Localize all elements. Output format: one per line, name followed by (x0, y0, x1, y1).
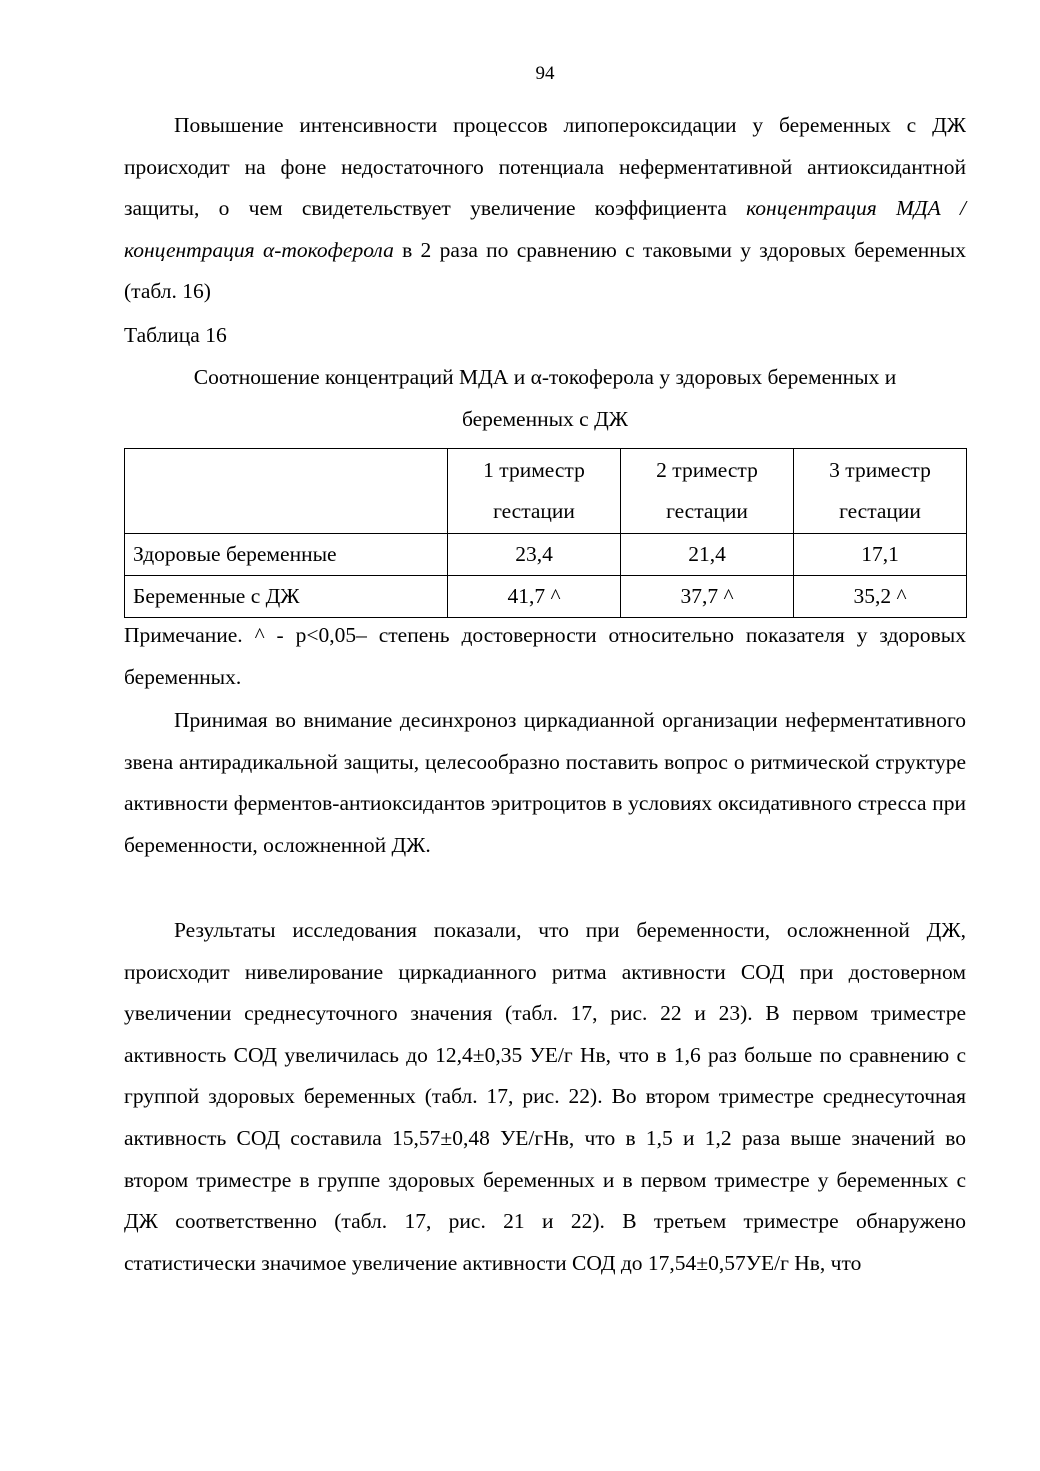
paragraph-1-text-start: Повышение интенсивности процессов липопероксидации у беременных с ДЖ происходит на фоне недостаточного потенциала неферментативной антиоксидантной защиты, о чем свидетельствует увеличение коэффициента (124, 113, 966, 221)
table-row (125, 534, 967, 576)
table-cell: 41,7 ^ (448, 576, 621, 618)
header-line-1: 1 триместр (483, 458, 585, 482)
row-label: Здоровые беременные (125, 534, 448, 576)
data-table (124, 448, 967, 618)
table-header-cell (794, 449, 967, 534)
paragraph-1-text-end: в 2 раза по сравнению с таковыми у здоровых беременных (табл. 16) (124, 237, 966, 304)
row-label: Беременные с ДЖ (125, 576, 448, 618)
table-label: Таблица 16 (124, 323, 227, 347)
table-note-block (124, 615, 966, 698)
table-label-block (124, 315, 966, 357)
paragraph-2 (124, 700, 966, 866)
table-title: Соотношение концентраций МДА и α-токоферола у здоровых беременных и беременных с ДЖ (193, 365, 897, 431)
table-note: Примечание. ^ - p<0,05– степень достоверности относительно показателя у здоровых беременных. (124, 623, 966, 689)
header-line-1: 2 триместр (656, 458, 758, 482)
paragraph-2-text: Принимая во внимание десинхроноз циркадианной организации неферментативного звена антирадикальной защиты, целесообразно поставить вопрос о ритмической структуре активности ферментов-антиоксидантов эритроцитов в условиях оксидативного стресса при беременности, осложненной ДЖ. (124, 708, 966, 857)
data-table-block (124, 448, 966, 618)
header-line-2: гестации (666, 499, 748, 523)
table-cell: 17,1 (794, 534, 967, 576)
paragraph-3 (124, 910, 966, 1284)
header-line-2: гестации (839, 499, 921, 523)
table-row (125, 576, 967, 618)
header-line-1: 3 триместр (829, 458, 931, 482)
paragraph-1-italic-formula: концентрация МДА / концентрация α-токоферола (124, 196, 966, 262)
table-cell: 21,4 (621, 534, 794, 576)
page-number: 94 (535, 63, 555, 84)
table-cell: 23,4 (448, 534, 621, 576)
table-title-block (124, 357, 966, 440)
table-header-cell (448, 449, 621, 534)
table-header-empty (125, 449, 448, 534)
table-cell: 37,7 ^ (621, 576, 794, 618)
paragraph-3-text: Результаты исследования показали, что при беременности, осложненной ДЖ, происходит нивелирование циркадианного ритма активности СОД при достоверном увеличении среднесуточного значения (табл. 17, рис. 22 и 23). В первом триместре активность СОД увеличилась до 12,4±0,35 УЕ/г Нв, что в 1,6 раз больше по сравнению с группой здоровых беременных (табл. 17, рис. 22). Во втором триместре среднесуточная активность СОД составила 15,57±0,48 УЕ/гНв, что в 1,5 и 1,2 раза выше значений во втором триместре в группе здоровых беременных и в первом триместре у беременных с ДЖ соответственно (табл. 17, рис. 21 и 22). В третьем триместре обнаружено статистически значимое увеличение активности СОД до 17,54±0,57УЕ/г Нв, что (124, 918, 966, 1275)
table-cell: 35,2 ^ (794, 576, 967, 618)
paragraph-1 (124, 105, 966, 313)
header-line-2: гестации (493, 499, 575, 523)
table-header-row (125, 449, 967, 534)
table-header-cell (621, 449, 794, 534)
